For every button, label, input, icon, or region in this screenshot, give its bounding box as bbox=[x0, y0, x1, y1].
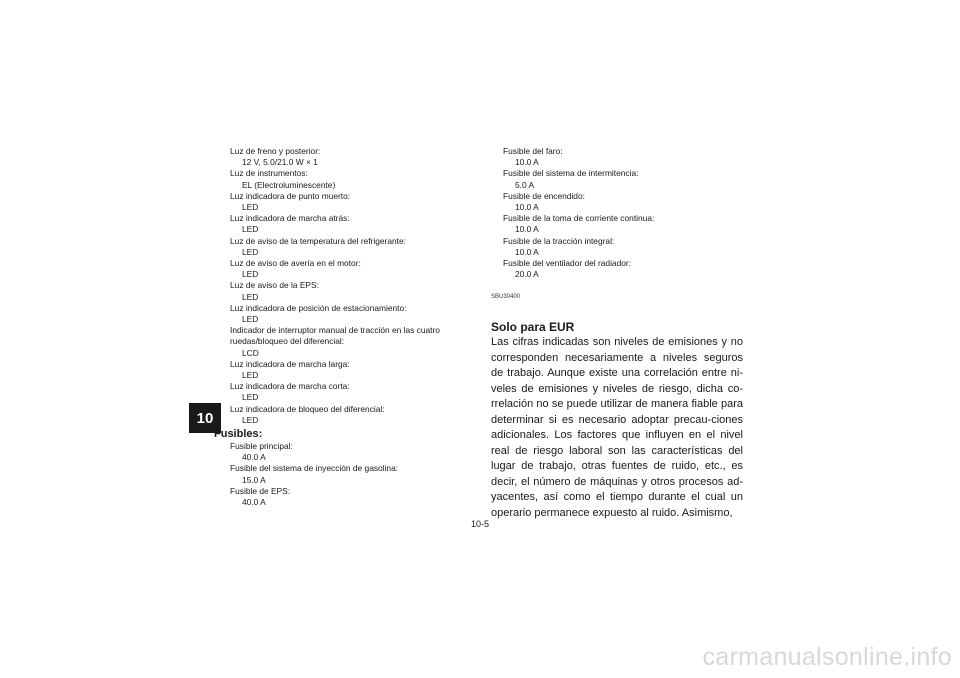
spec-value: 10.0 A bbox=[515, 224, 539, 235]
spec-label: Luz indicadora de marcha atrás: bbox=[230, 213, 350, 224]
spec-label: Indicador de interruptor manual de tracción en las cuatro ruedas/bloqueo del diferencial: bbox=[230, 325, 440, 347]
spec-label: Luz indicadora de marcha corta: bbox=[230, 381, 350, 392]
spec-item bbox=[230, 280, 470, 302]
spec-label: Fusible del sistema de intermitencia: bbox=[503, 168, 639, 179]
spec-item bbox=[230, 146, 470, 168]
spec-item bbox=[503, 146, 743, 168]
watermark: carmanualsonline.info bbox=[702, 643, 952, 671]
spec-item bbox=[503, 258, 743, 280]
spec-item bbox=[230, 404, 470, 426]
spec-label: Fusible del ventilador del radiador: bbox=[503, 258, 632, 269]
spec-item bbox=[230, 441, 470, 463]
spec-item bbox=[230, 236, 470, 258]
spec-value: 15.0 A bbox=[242, 474, 266, 485]
chapter-tab: 10 bbox=[189, 403, 221, 433]
spec-value: 40.0 A bbox=[242, 497, 266, 508]
spec-value: LED bbox=[242, 414, 259, 425]
spec-label: Fusible de la toma de corriente continua: bbox=[503, 213, 655, 224]
spec-label: Fusible del sistema de inyección de gasolina: bbox=[230, 463, 399, 474]
spec-value: 40.0 A bbox=[242, 452, 266, 463]
eur-paragraph: Las cifras indicadas son niveles de emisiones y no corresponden necesariamente a niveles seguros de trabajo. Aunque existe una correlación entre ni-veles de emisiones y niveles de riesgo, dicha co-rrelación no se puede utilizar de manera fiable para determinar si es necesario adoptar precau-ciones adicionales. Los factores que influyen en el nivel real de riesgo laboral son las características del lugar de trabajo, otras fuentes de ruido, etc., es decir, el número de máquinas y otros procesos ad-yacentes, así como el tiempo durante el cual un operario permanece expuesto al ruido. Asimismo, bbox=[491, 336, 743, 519]
spec-item bbox=[230, 325, 470, 359]
spec-value: 20.0 A bbox=[515, 269, 539, 280]
spec-value: LED bbox=[242, 314, 259, 325]
spec-item bbox=[503, 236, 743, 258]
spec-value: 5.0 A bbox=[515, 179, 535, 190]
spec-item bbox=[230, 303, 470, 325]
spec-label: Fusible principal: bbox=[230, 441, 293, 452]
spec-item bbox=[230, 258, 470, 280]
spec-value: LCD bbox=[242, 347, 259, 358]
right-column bbox=[491, 146, 743, 521]
spec-item bbox=[230, 463, 470, 485]
spec-label: Luz de aviso de la temperatura del refrigerante: bbox=[230, 235, 406, 246]
spec-label: Fusible de la tracción integral: bbox=[503, 235, 615, 246]
spec-item bbox=[230, 359, 470, 381]
spec-item bbox=[503, 191, 743, 213]
spec-value: EL (Electroluminescente) bbox=[242, 179, 336, 190]
spec-label: Luz de aviso de la EPS: bbox=[230, 280, 319, 291]
spec-value: 12 V, 5.0/21.0 W × 1 bbox=[242, 157, 318, 168]
spec-item bbox=[230, 381, 470, 403]
spec-item bbox=[230, 168, 470, 190]
spec-label: Fusible de EPS: bbox=[230, 485, 291, 496]
eur-heading: Solo para EUR bbox=[491, 320, 575, 335]
spec-item bbox=[230, 191, 470, 213]
spec-value: 10.0 A bbox=[515, 246, 539, 257]
spec-label: Fusible del faro: bbox=[503, 146, 563, 156]
spec-item bbox=[230, 486, 470, 508]
spec-label: Luz de freno y posterior: bbox=[230, 146, 321, 156]
spec-label: Luz de instrumentos: bbox=[230, 168, 308, 179]
spec-value: LED bbox=[242, 246, 259, 257]
spec-label: Luz indicadora de posición de estacionamiento: bbox=[230, 302, 407, 313]
section-code: SBU30400 bbox=[491, 294, 521, 301]
spec-label: Luz indicadora de punto muerto: bbox=[230, 190, 351, 201]
spec-label: Luz de aviso de avería en el motor: bbox=[230, 258, 361, 269]
fuses-heading: Fusibles: bbox=[214, 428, 263, 441]
spec-value: 10.0 A bbox=[515, 157, 539, 168]
spec-label: Luz indicadora de marcha larga: bbox=[230, 358, 350, 369]
spec-item bbox=[503, 168, 743, 190]
spec-item bbox=[230, 213, 470, 235]
spec-item bbox=[503, 213, 743, 235]
spec-label: Luz indicadora de bloqueo del diferencial: bbox=[230, 403, 385, 414]
spec-value: LED bbox=[242, 291, 259, 302]
spec-value: LED bbox=[242, 392, 259, 403]
spec-value: LED bbox=[242, 370, 259, 381]
left-column bbox=[214, 146, 470, 508]
spec-value: LED bbox=[242, 269, 259, 280]
spec-value: 10.0 A bbox=[515, 202, 539, 213]
page-number: 10-5 bbox=[470, 519, 489, 529]
spec-value: LED bbox=[242, 224, 259, 235]
spec-label: Fusible de encendido: bbox=[503, 190, 585, 201]
spec-value: LED bbox=[242, 202, 259, 213]
